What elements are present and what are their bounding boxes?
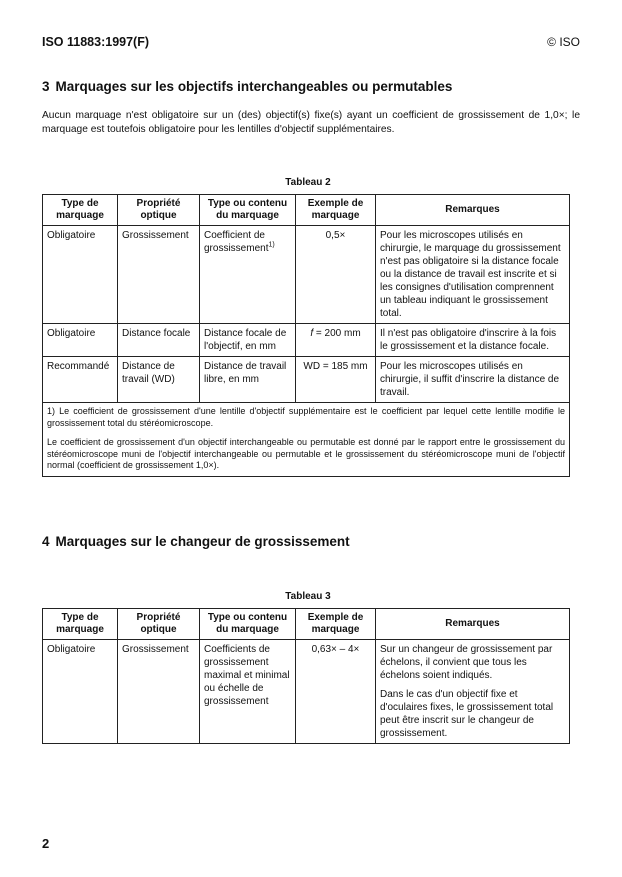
footnote-ref: 1)	[268, 241, 275, 249]
header-type: Type de marquage	[43, 195, 118, 226]
section-3-heading: Marquages sur les objectifs interchangeables ou permutables	[55, 79, 453, 94]
table-row	[43, 357, 570, 403]
header-content: Type ou contenu du marquage	[200, 609, 296, 640]
cell-type: Obligatoire	[43, 324, 118, 357]
header-type: Type de marquage	[43, 609, 118, 640]
table-2-notes-row	[43, 403, 570, 477]
cell-content: Coefficients de grossissement maximal et minimal ou échelle de grossissement	[200, 640, 296, 744]
cell-remark	[376, 640, 570, 744]
cell-property: Grossissement	[118, 640, 200, 744]
header-content: Type ou contenu du marquage	[200, 195, 296, 226]
cell-example-value: = 200 mm	[315, 328, 361, 339]
document-reference: ISO 11883:1997(F)	[42, 35, 150, 49]
table-3-caption: Tableau 3	[285, 591, 331, 602]
section-3-intro: Aucun marquage n'est obligatoire sur un (des) objectif(s) fixe(s) ayant un coefficient de grossissement de 1,0×; le marquage est toutefois obligatoire pour les lentilles d'objectif supplémentaires.	[42, 110, 580, 135]
cell-example	[296, 324, 376, 357]
section-4-title	[42, 534, 350, 549]
cell-remark: Pour les microscopes utilisés en chirurgie, il suffit d'inscrire la distance de travail.	[376, 357, 570, 403]
header-remarks: Remarques	[376, 195, 570, 226]
header-example: Exemple de marquage	[296, 195, 376, 226]
cell-property: Grossissement	[118, 226, 200, 324]
cell-content: Distance focale de l'objectif, en mm	[200, 324, 296, 357]
table-3	[42, 608, 570, 744]
cell-example: WD = 185 mm	[296, 357, 376, 403]
header-property: Propriété optique	[118, 195, 200, 226]
cell-type: Obligatoire	[43, 640, 118, 744]
cell-remark: Il n'est pas obligatoire d'inscrire à la fois le grossissement et la distance focale.	[376, 324, 570, 357]
cell-content-text: Coefficient de grossissement	[204, 230, 269, 254]
cell-type: Obligatoire	[43, 226, 118, 324]
table-2-header-row	[43, 195, 570, 226]
footnote-2: Le coefficient de grossissement d'un objectif interchangeable ou permutable est donné par le rapport entre le grossissement du stéréomicroscope muni de l'objectif interchangeable ou permutable et le grossissement du stéréomicroscope muni de l'objectif normal (coefficient de grossissement 1,0×).	[47, 437, 565, 470]
section-3-number: 3	[42, 79, 50, 94]
cell-property: Distance focale	[118, 324, 200, 357]
table-row	[43, 640, 570, 744]
table-row	[43, 226, 570, 324]
table-3-header-row	[43, 609, 570, 640]
header-example: Exemple de marquage	[296, 609, 376, 640]
cell-content: Distance de travail libre, en mm	[200, 357, 296, 403]
table-row	[43, 324, 570, 357]
table-2-caption: Tableau 2	[285, 177, 331, 188]
cell-type: Recommandé	[43, 357, 118, 403]
copyright-mark: © ISO	[547, 35, 580, 49]
cell-example: 0,5×	[296, 226, 376, 324]
cell-property: Distance de travail (WD)	[118, 357, 200, 403]
table-2-notes	[43, 403, 570, 477]
page-number: 2	[42, 836, 50, 851]
section-4-heading: Marquages sur le changeur de grossissement	[55, 534, 350, 549]
remark-paragraph-1: Sur un changeur de grossissement par échelons, il convient que tous les échelons soient indiqués.	[380, 644, 553, 681]
remark-paragraph-2: Dans le cas d'un objectif fixe et d'oculaires fixes, le grossissement total peut être inscrit sur le changeur de grossissement.	[380, 689, 554, 739]
header-remarks: Remarques	[376, 609, 570, 640]
cell-example: 0,63× – 4×	[296, 640, 376, 744]
section-4-number: 4	[42, 534, 50, 549]
table-2	[42, 194, 570, 477]
header-property: Propriété optique	[118, 609, 200, 640]
focal-symbol: f	[310, 328, 314, 339]
section-3-title	[42, 79, 452, 94]
footnote-1: 1) Le coefficient de grossissement d'une lentille d'objectif supplémentaire est le coefficient par lequel cette lentille modifie le grossissement total du stéréomicroscope.	[47, 406, 565, 428]
cell-remark: Pour les microscopes utilisés en chirurgie, le marquage du grossissement n'est pas obligatoire si la distance focale ou la distance de travail est inscrite et si les consignes d'utilisation comprennent un tableau indiquant le grossissement total.	[376, 226, 570, 324]
cell-content	[200, 226, 296, 324]
